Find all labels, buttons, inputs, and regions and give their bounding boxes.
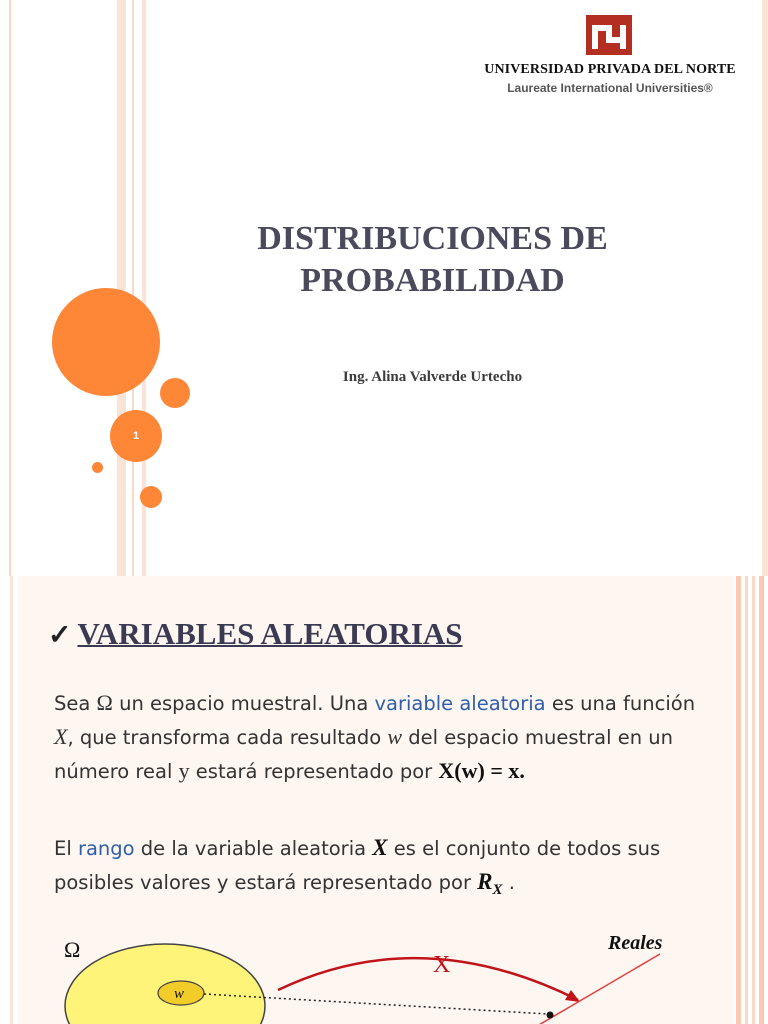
reales-label: Reales [608,932,663,954]
university-subtitle: Laureate International Universities® [507,81,713,95]
text: , que transforma cada resultado [67,726,388,749]
omega-symbol: Ω [96,690,113,715]
left-stripe [132,0,134,576]
text: estará representado por [189,760,439,783]
text: Sea [54,692,97,715]
title-line-2: PROBABILIDAD [300,262,565,299]
left-stripe [9,0,11,576]
mapping-diagram [0,576,768,1024]
text: del espacio muestral en un número real [54,726,673,783]
large-orange-circle [52,288,160,396]
heading-text: VARIABLES ALEATORIAS [77,616,463,651]
university-name: UNIVERSIDAD PRIVADA DEL NORTE [484,62,736,77]
text: es una función [545,692,696,715]
math-w: w [387,724,403,749]
formula: X(w) = x [438,758,520,783]
text: un espacio muestral. Una [112,692,375,715]
text: es el conjunto de todos sus posibles valores y estará representado por [54,837,661,894]
omega-label: Ω [64,937,81,962]
small-orange-circle [140,486,162,508]
text: de la variable aleatoria [134,837,373,860]
text: El [54,837,78,860]
math-X: X [54,724,68,749]
text: . [502,871,515,894]
left-stripe [117,0,126,576]
math-X: X [372,835,388,860]
title-line-1: DISTRIBUCIONES DE [257,220,608,257]
right-edge-stripe [762,0,768,576]
author-name: Ing. Alina Valverde Urtecho [342,369,523,385]
real-line [520,954,660,1024]
check-icon: ✓ [48,620,72,651]
tiny-orange-circle [92,462,103,473]
content-slide [0,576,768,1024]
small-orange-circle [160,378,190,408]
w-label: w [174,986,185,1002]
x-label: X [433,952,451,978]
slide-number: 1 [132,430,140,442]
text: y [178,758,190,783]
university-logo-icon [586,15,632,55]
slide-title [200,218,665,302]
real-point [547,1012,554,1019]
math-subscript-X: X [492,881,503,898]
mapping-arrow [278,958,578,1000]
text: . [519,758,525,783]
rango-term: rango [77,837,135,860]
math-R: R [477,869,493,894]
variable-aleatoria-term: variable aleatoria [374,692,546,715]
